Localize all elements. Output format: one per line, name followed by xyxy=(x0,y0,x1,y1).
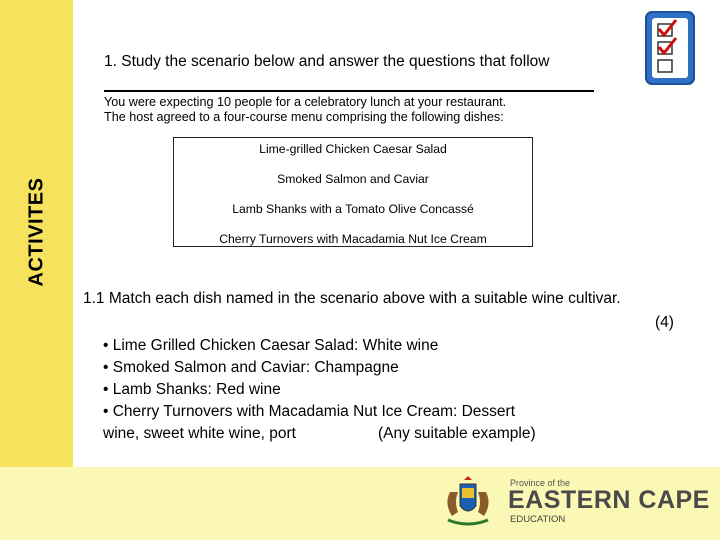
answer-item: • Smoked Salmon and Caviar: Champagne xyxy=(103,359,399,376)
scenario-text xyxy=(104,90,594,125)
menu-item: Lime-grilled Chicken Caesar Salad xyxy=(259,142,447,156)
question-title: 1. Study the scenario below and answer the questions that follow xyxy=(104,53,550,70)
subquestion-marks: (4) xyxy=(655,314,674,331)
side-band xyxy=(0,0,73,467)
scenario-line: You were expecting 10 people for a celebratory lunch at your restaurant. xyxy=(104,95,507,109)
answer-note: (Any suitable example) xyxy=(377,425,536,442)
logo-name: EASTERN CAPE xyxy=(508,486,710,514)
menu-item: Smoked Salmon and Caviar xyxy=(277,172,429,186)
coat-of-arms-icon xyxy=(438,476,498,530)
answer-item-continued xyxy=(103,423,536,445)
answer-list xyxy=(103,335,536,445)
logo-province: Province of the xyxy=(510,478,571,488)
menu-item: Cherry Turnovers with Macadamia Nut Ice Cream xyxy=(219,232,487,246)
answer-last-line: wine, sweet white wine, port xyxy=(103,425,296,442)
eastern-cape-education-logo xyxy=(438,476,710,530)
subquestion-text: 1.1 Match each dish named in the scenario above with a suitable wine cultivar. xyxy=(83,290,621,307)
answer-item: • Cherry Turnovers with Macadamia Nut Ice Cream: Dessert xyxy=(103,403,515,420)
answer-item: • Lime Grilled Chicken Caesar Salad: White wine xyxy=(103,337,439,354)
menu-item: Lamb Shanks with a Tomato Olive Concassé xyxy=(232,202,474,216)
side-label: ACTIVITES xyxy=(25,177,48,287)
scenario-line: The host agreed to a four-course menu comprising the following dishes: xyxy=(104,110,504,124)
answer-item: • Lamb Shanks: Red wine xyxy=(103,381,281,398)
logo-department: EDUCATION xyxy=(510,514,566,525)
checklist-icon xyxy=(644,10,696,86)
menu-box xyxy=(173,137,533,247)
